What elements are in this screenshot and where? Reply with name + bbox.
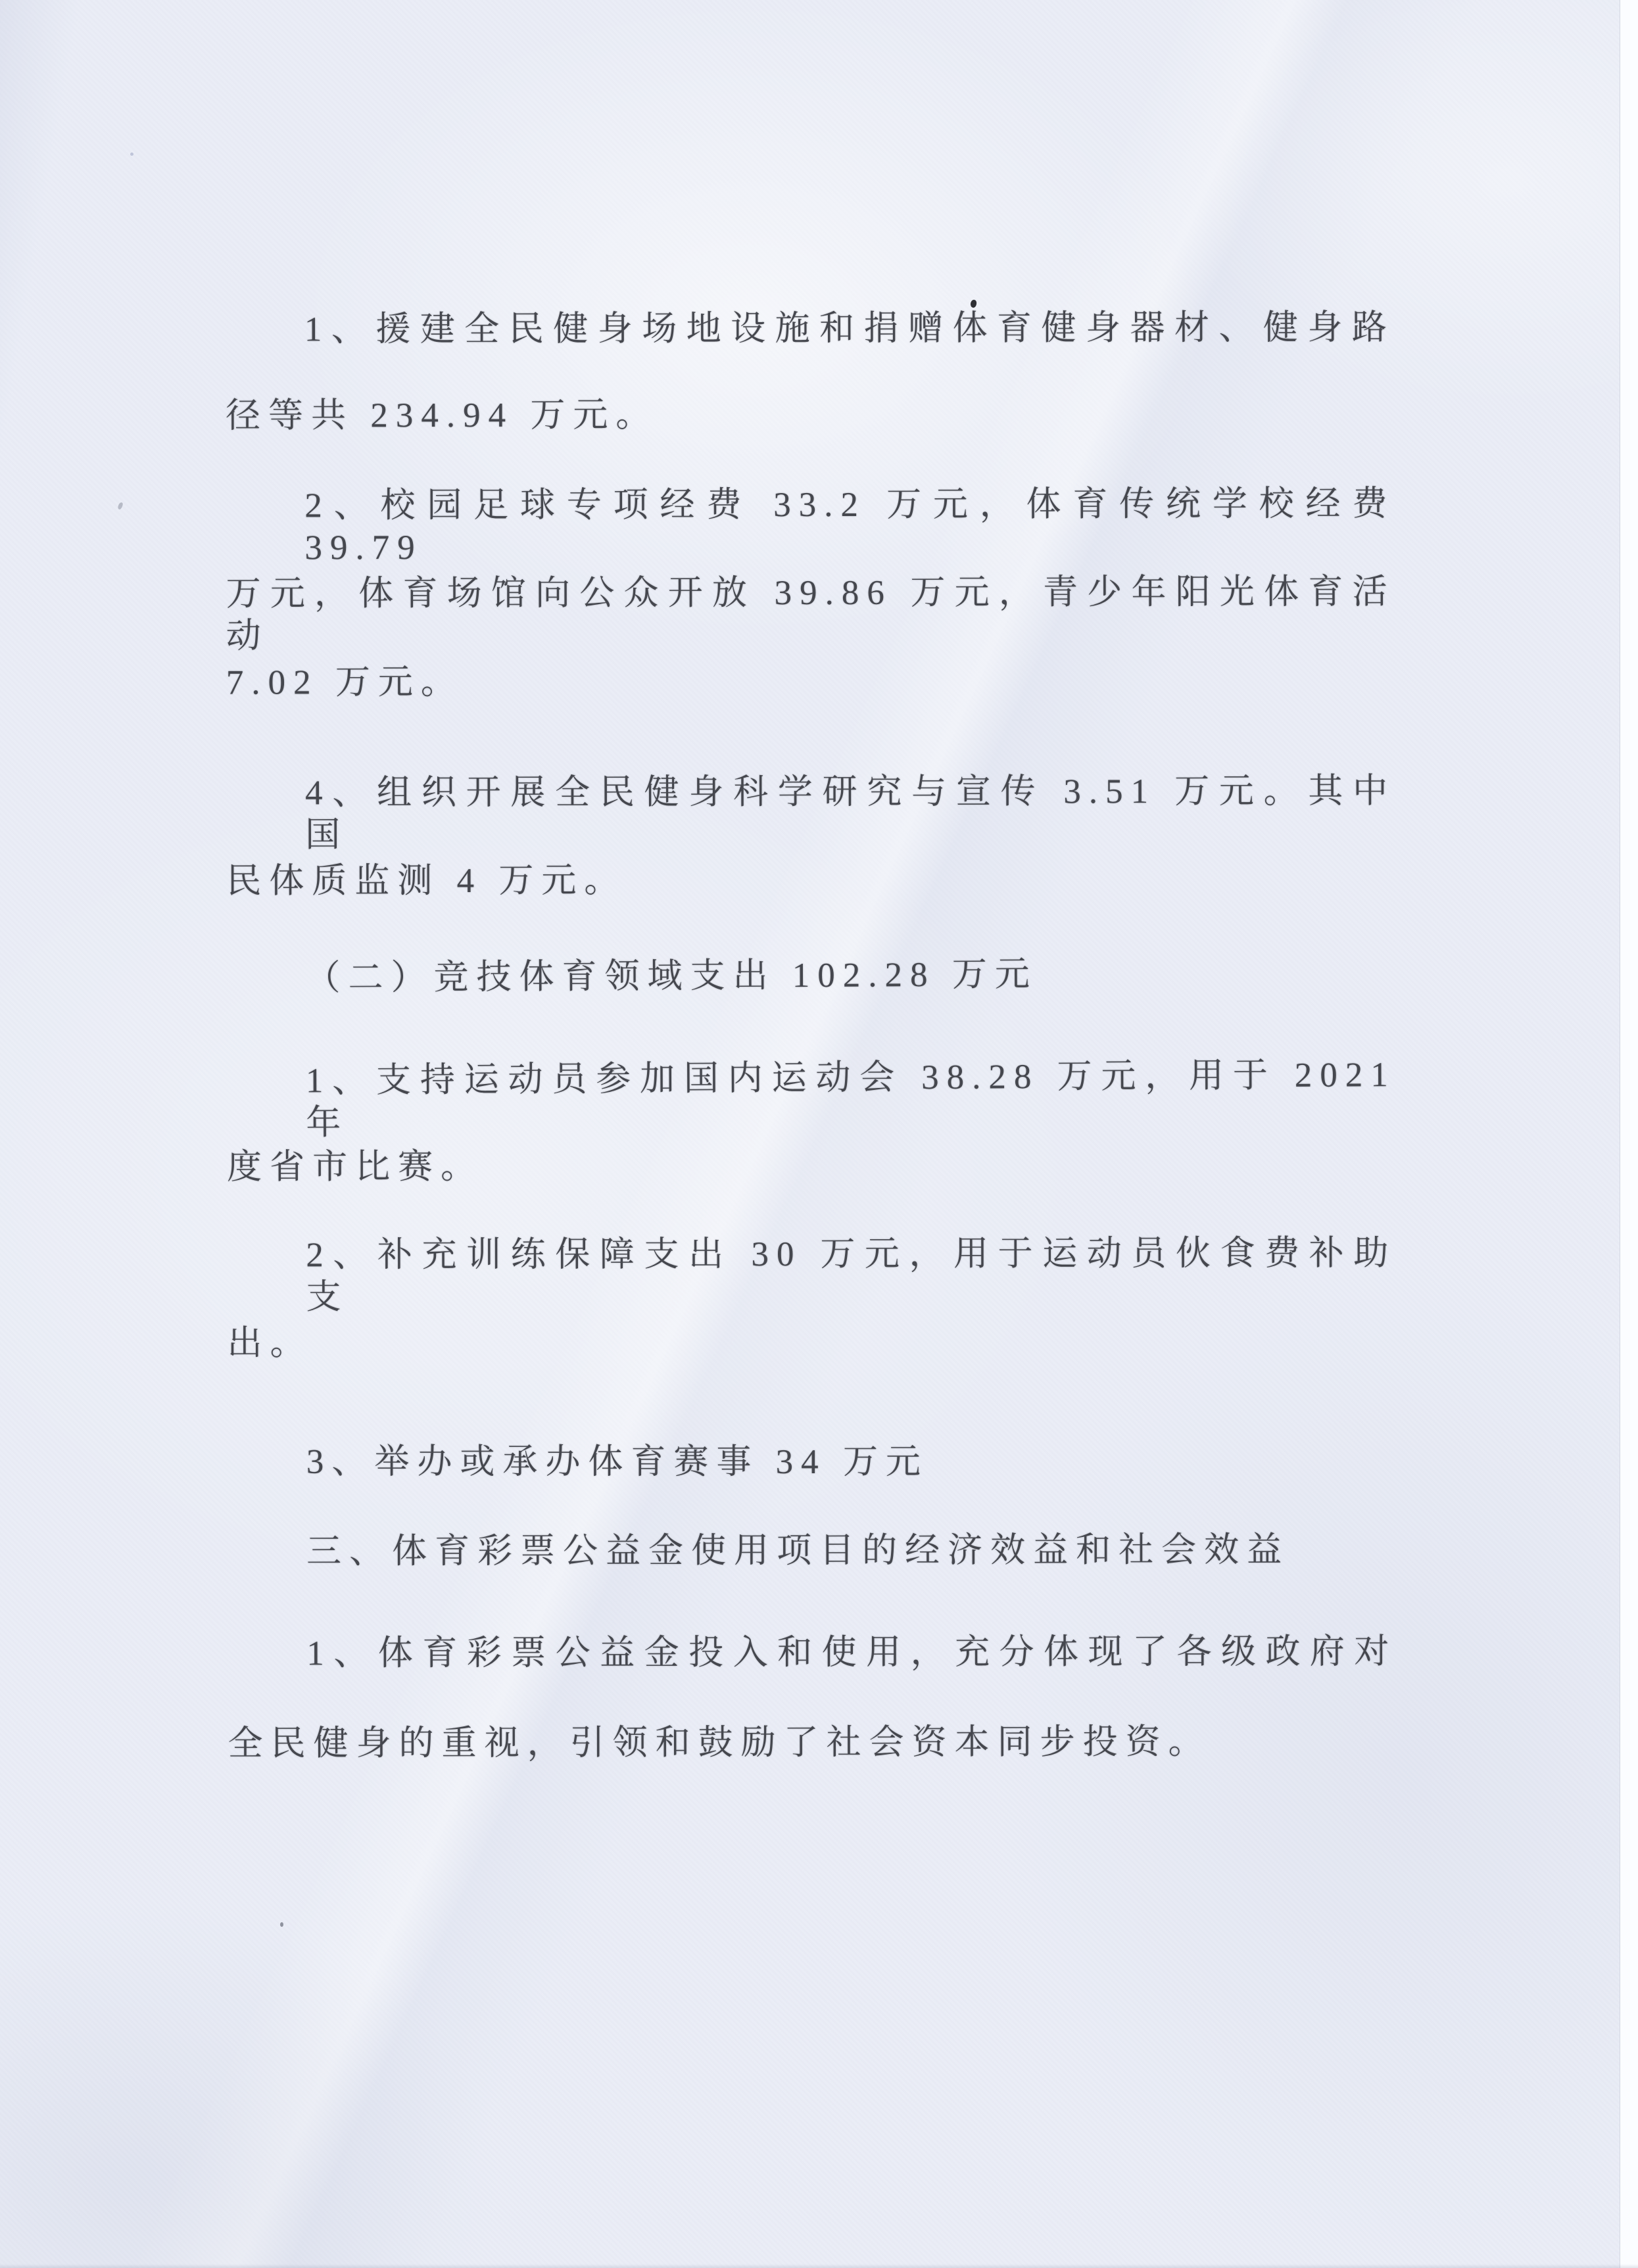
paper-speck bbox=[280, 1922, 283, 1927]
document-line: 全民健身的重视，引领和鼓励了社会资本同步投资。 bbox=[228, 1722, 1211, 1763]
document-line: 度省市比赛。 bbox=[227, 1147, 484, 1187]
document-line: 1、体育彩票公益金投入和使用，充分体现了各级政府对 bbox=[306, 1632, 1397, 1673]
paper-speck bbox=[130, 153, 133, 156]
document-line: 2、校园足球专项经费 33.2 万元，体育传统学校经费 39.79 bbox=[304, 484, 1395, 567]
document-section-heading: （二）竞技体育领域支出 102.28 万元 bbox=[305, 955, 1038, 998]
document-line: 出。 bbox=[227, 1324, 313, 1363]
scan-edge-shadow bbox=[0, 2264, 1638, 2268]
scan-edge-strip bbox=[1620, 0, 1638, 2268]
document-line: 径等共 234.94 万元。 bbox=[226, 396, 659, 435]
document-section-heading: 三、体育彩票公益金使用项目的经济效益和社会效益 bbox=[306, 1530, 1290, 1571]
document-line: 民体质监测 4 万元。 bbox=[226, 861, 627, 901]
document-line: 3、举办或承办体育赛事 34 万元 bbox=[306, 1442, 928, 1482]
document-line: 1、援建全民健身场地设施和捐赠体育健身器材、健身路 bbox=[304, 308, 1395, 349]
document-line: 1、支持运动员参加国内运动会 38.28 万元，用于 2021 年 bbox=[305, 1056, 1396, 1143]
document-line: 万元，体育场馆向公众开放 39.86 万元，青少年阳光体育活动 bbox=[226, 573, 1395, 655]
document-line: 4、组织开展全民健身科学研究与宣传 3.51 万元。其中国 bbox=[305, 772, 1396, 855]
document-line: 7.02 万元。 bbox=[226, 663, 464, 702]
document-line: 2、补充训练保障支出 30 万元，用于运动员伙食费补助支 bbox=[306, 1234, 1397, 1317]
